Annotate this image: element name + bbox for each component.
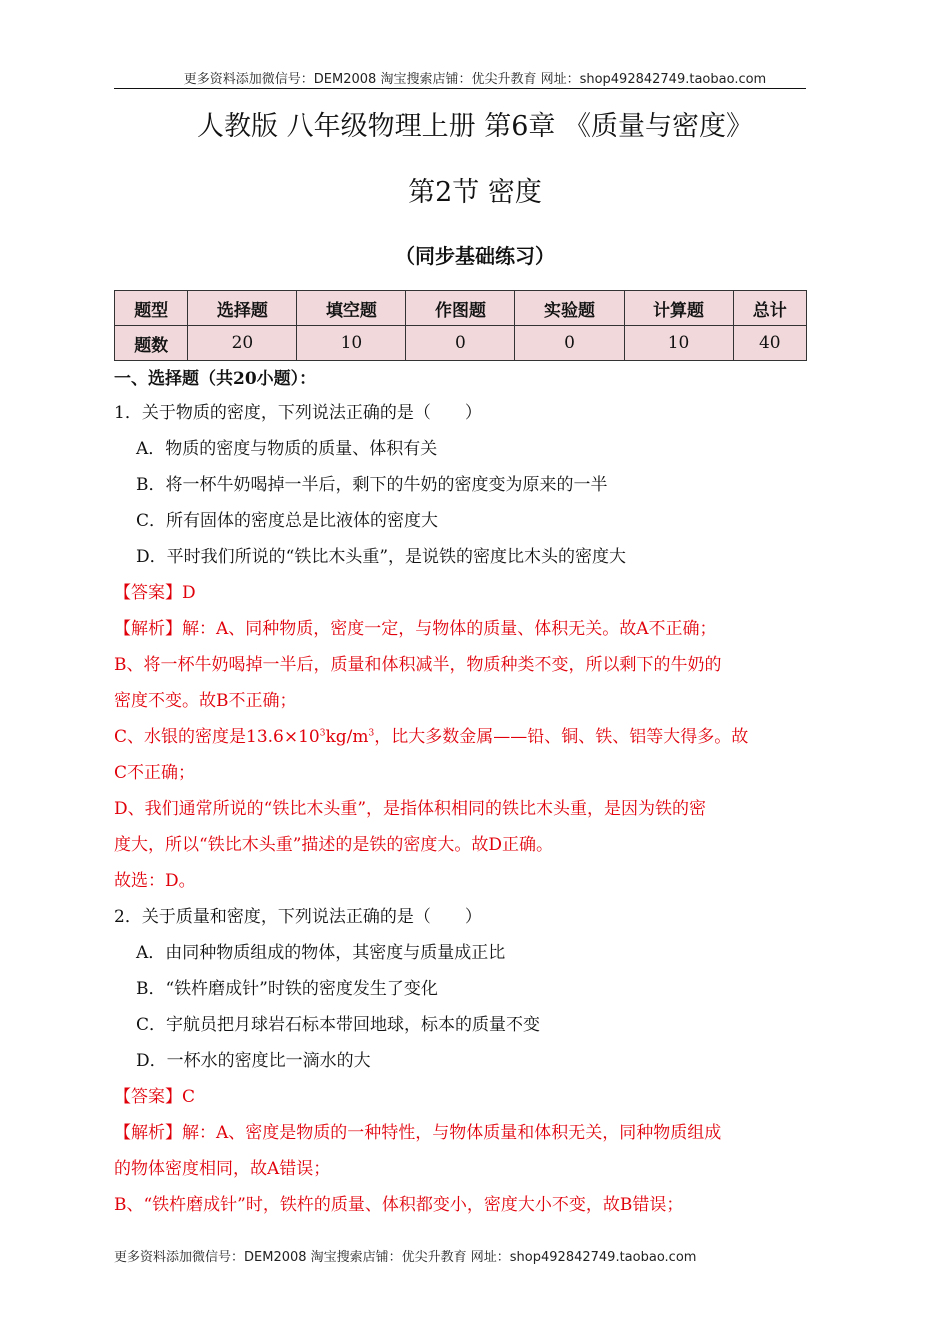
question-1-stem: 1．关于物质的密度，下列说法正确的是（ ） <box>114 403 482 423</box>
text-span: C、水银的密度是13.6×10 <box>114 727 320 747</box>
header-rule <box>114 88 806 89</box>
answer-line: 【答案】D <box>114 583 196 603</box>
table-cell: 实验题 <box>515 291 624 326</box>
option-d: D．平时我们所说的“铁比木头重”，是说铁的密度比木头的密度大 <box>136 547 627 567</box>
answer-line: 【答案】C <box>114 1087 196 1107</box>
analysis-line: B、“铁杵磨成针”时，铁杵的质量、体积都变小，密度大小不变，故B错误； <box>114 1195 684 1215</box>
practice-label: （同步基础练习） <box>395 244 555 268</box>
analysis-line-density <box>114 719 808 755</box>
option-a: A．由同种物质组成的物体，其密度与质量成正比 <box>136 943 506 963</box>
section-title: 第2节 密度 <box>408 177 542 208</box>
table-cell: 题数 <box>115 326 188 361</box>
question-content <box>114 368 808 1223</box>
option-c: C．宇航员把月球岩石标本带回地球，标本的质量不变 <box>136 1015 541 1035</box>
analysis-line: 的物体密度相同，故A错误； <box>114 1159 331 1179</box>
analysis-line: D、我们通常所说的“铁比木头重”，是指体积相同的铁比木头重，是因为铁的密 <box>114 799 707 819</box>
table-row <box>115 326 807 361</box>
document-title: 人教版 八年级物理上册 第6章 《质量与密度》 <box>197 111 753 142</box>
analysis-line: C不正确； <box>114 763 196 783</box>
text-span: kg/m <box>325 727 369 747</box>
option-a: A．物质的密度与物质的质量、体积有关 <box>136 439 438 459</box>
section-heading: 一、选择题（共20小题）： <box>114 369 317 389</box>
exponent: 3 <box>319 728 326 739</box>
text-span: ，比大多数金属——铅、铜、铁、铝等大得多。故 <box>374 727 749 747</box>
analysis-line: 度大，所以“铁比木头重”描述的是铁的密度大。故D正确。 <box>114 835 554 855</box>
option-c: C．所有固体的密度总是比液体的密度大 <box>136 511 439 531</box>
table-cell: 作图题 <box>406 291 515 326</box>
table-cell: 选择题 <box>188 291 297 326</box>
page-header: 更多资料添加微信号：DEM2008 淘宝搜索店铺：优尖升教育 网址：shop492842749.taobao.com <box>183 72 767 87</box>
table-cell: 0 <box>515 326 624 361</box>
table-cell: 题型 <box>115 291 188 326</box>
table-cell: 20 <box>188 326 297 361</box>
table-cell: 10 <box>297 326 406 361</box>
analysis-line: B、将一杯牛奶喝掉一半后，质量和体积减半，物质种类不变，所以剩下的牛奶的 <box>114 655 722 675</box>
table-cell: 0 <box>406 326 515 361</box>
analysis-line: 密度不变。故B不正确； <box>114 691 297 711</box>
table-cell: 填空题 <box>297 291 406 326</box>
exponent: 3 <box>368 728 375 739</box>
question-summary-table <box>114 290 807 361</box>
option-b: B．“铁杵磨成针”时铁的密度发生了变化 <box>136 979 438 999</box>
option-b: B．将一杯牛奶喝掉一半后，剩下的牛奶的密度变为原来的一半 <box>136 475 608 495</box>
table-cell: 10 <box>624 326 733 361</box>
table-cell: 计算题 <box>624 291 733 326</box>
analysis-line: 【解析】解：A、同种物质，密度一定，与物体的质量、体积无关。故A不正确； <box>114 619 717 639</box>
analysis-line: 【解析】解：A、密度是物质的一种特性，与物体质量和体积无关，同种物质组成 <box>114 1123 722 1143</box>
analysis-line: 故选：D。 <box>114 871 196 891</box>
table-cell: 40 <box>733 326 806 361</box>
table-header-row <box>115 291 807 326</box>
question-2-stem: 2．关于质量和密度，下列说法正确的是（ ） <box>114 907 482 927</box>
table-cell: 总计 <box>733 291 806 326</box>
page-footer: 更多资料添加微信号：DEM2008 淘宝搜索店铺：优尖升教育 网址：shop492842749.taobao.com <box>114 1250 697 1265</box>
option-d: D．一杯水的密度比一滴水的大 <box>136 1051 371 1071</box>
